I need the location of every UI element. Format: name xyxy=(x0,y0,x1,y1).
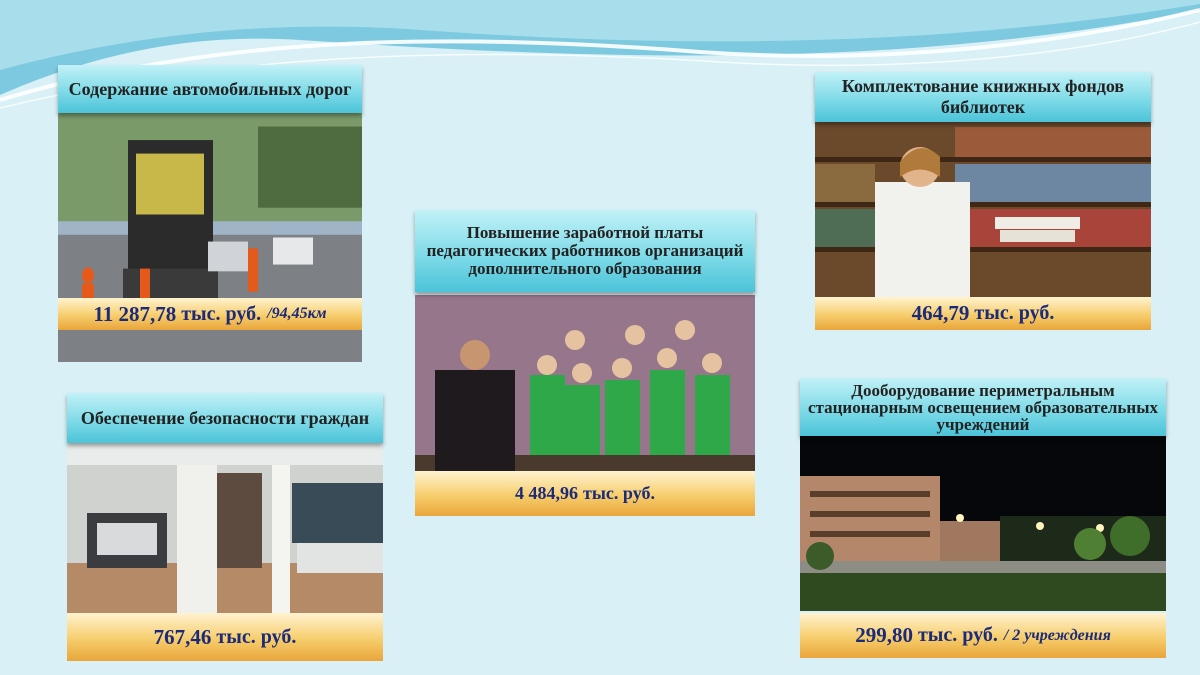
amount-value: 299,80 xyxy=(855,623,913,647)
amount-bar-roads xyxy=(58,298,362,330)
amount-unit: тыс. руб. xyxy=(181,302,262,325)
card-title: Дооборудование периметральным стационарным освещением образовательных учреждений xyxy=(800,378,1166,436)
amount-unit: тыс. руб. xyxy=(216,625,297,648)
amount-bar-lighting xyxy=(800,613,1166,658)
amount-value: 4 484,96 xyxy=(515,483,579,503)
card-title: Обеспечение безопасности граждан xyxy=(67,393,383,443)
amount-extra: /94,45км xyxy=(267,305,327,322)
school-night-lighting-photo xyxy=(800,436,1166,611)
card-library xyxy=(815,72,1151,330)
amount-unit: тыс. руб. xyxy=(974,302,1055,324)
card-title: Повышение заработной платы педагогических работников организаций дополнительного образования xyxy=(415,210,755,292)
amount-bar-security xyxy=(67,613,383,661)
amount-value: 464,79 xyxy=(911,301,970,325)
amount-value: 11 287,78 xyxy=(93,301,177,326)
amount-bar-library xyxy=(815,297,1151,330)
card-roads xyxy=(58,65,362,331)
amount-unit: тыс. руб. xyxy=(917,624,998,646)
amount-value: 767,46 xyxy=(153,624,212,649)
security-checkpoint-photo xyxy=(67,443,383,613)
amount-bar-salary xyxy=(415,471,755,516)
card-title: Содержание автомобильных дорог xyxy=(58,65,362,113)
library-books-photo xyxy=(815,122,1151,297)
amount-extra: / 2 учреждения xyxy=(1003,626,1111,644)
amount-unit: тыс. руб. xyxy=(583,483,655,503)
card-title: Комплектование книжных фондов библиотек xyxy=(815,72,1151,122)
children-choir-photo xyxy=(415,295,755,471)
